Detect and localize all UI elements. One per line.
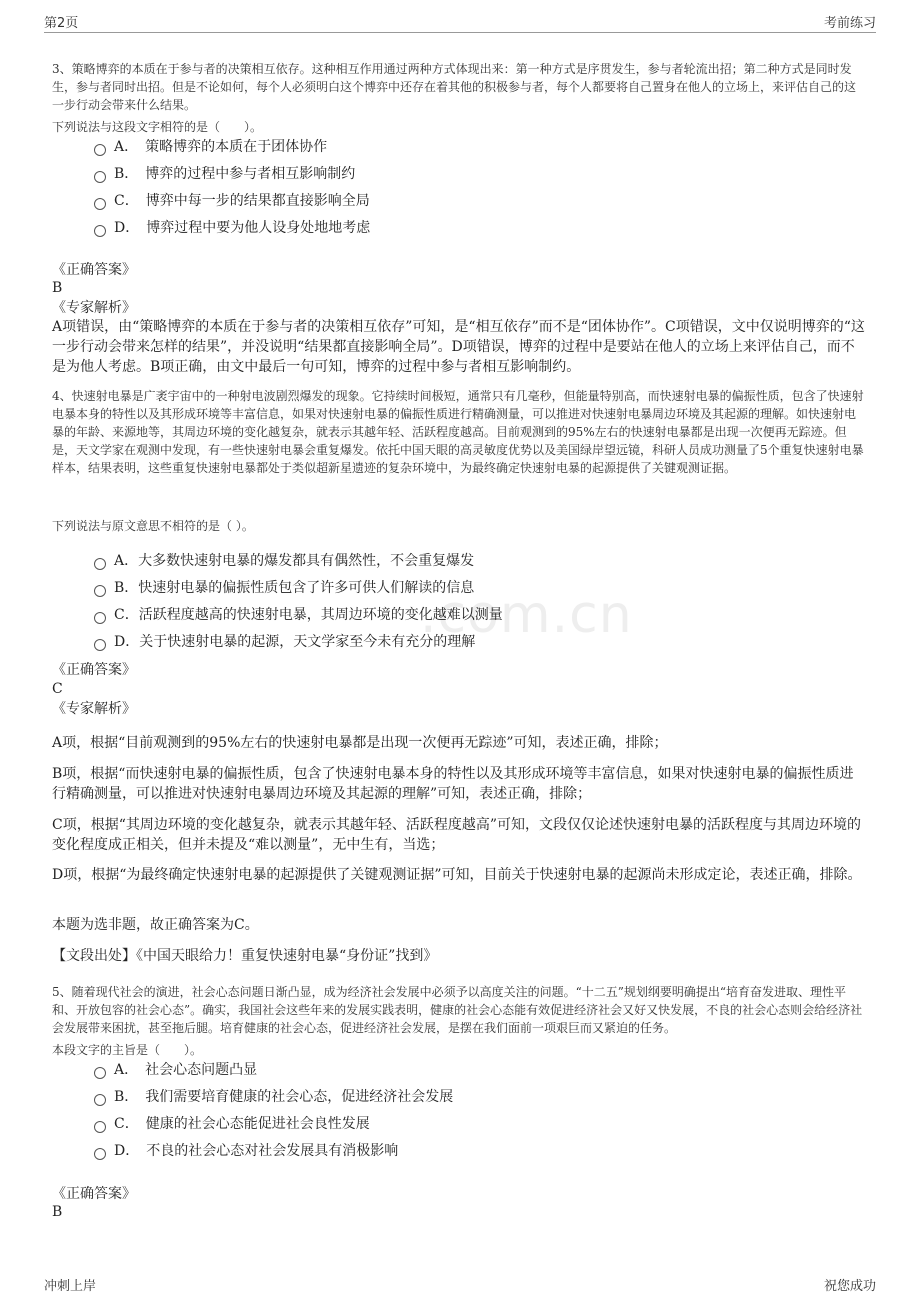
question-5-stem: 5、随着现代社会的演进，社会心态问题日渐凸显，成为经济社会发展中必须予以高度关注的问题。“十二五”规划纲要明确提出“培育奋发进取、理性平和、开放包容的社会心态”。确实，我国社会这些年来的发展实践表明，健康的社会心态能有效促进经济社会又好又快发展，不良的社会心态则会给经济社会发展带来困扰，甚至拖后腿。培育健康的社会心态，促进经济社会发展，是摆在我们面前一项艰巨而又紧迫的任务。 bbox=[52, 985, 863, 1035]
question-3-stem: 3、策略博弈的本质在于参与者的决策相互依存。这种相互作用通过两种方式体现出来：第一种方式是序贯发生，参与者轮流出招；第二种方式是同时发生，参与者同时出招。但是不论如何，每个人必须明白这个博弈中还存在着其他的积极参与者，每个人都要将自己置身在他人的立场上，来评估自己的这一步行动会带来什么结果。 bbox=[52, 62, 857, 112]
radio-icon[interactable] bbox=[94, 1094, 106, 1106]
q3-option-a[interactable]: A． 策略博弈的本质在于团体协作 bbox=[94, 137, 327, 157]
header-title: 考前练习 bbox=[823, 16, 876, 31]
radio-icon[interactable] bbox=[94, 558, 106, 570]
watermark: .com.cn bbox=[420, 585, 633, 645]
q4-answer: C bbox=[52, 681, 63, 697]
question-5-prompt: 本段文字的主旨是（ ）。 bbox=[52, 1043, 203, 1057]
q3-analysis-label: 《专家解析》 bbox=[52, 300, 136, 316]
question-4-stem: 4、快速射电暴是广袤宇宙中的一种射电波剧烈爆发的现象。它持续时间极短，通常只有几毫秒，但能量特别高，而快速射电暴的偏振性质，包含了快速射电暴本身的特性以及其形成环境等丰富信息，如果对快速射电暴的偏振性质进行精确测量，可以推进对快速射电暴周边环境及其起源的理解。如快速射电暴的年龄、来源地等，其周边环境的变化越复杂，就表示其越年轻、活跃程度越高。目前观测到的95%左右的快速射电暴都是出现一次便再无踪迹。但是，天文学家在观测中发现，有一些快速射电暴会重复爆发。依托中国天眼的高灵敏度优势以及美国绿岸望远镜，科研人员成功测量了5个重复快速射电暴样本，结果表明，这些重复快速射电暴都处于类似超新星遗迹的复杂环境中，为最终确定快速射电暴的起源提供了关键观测证据。 bbox=[52, 389, 864, 475]
q5-option-b[interactable]: B． 我们需要培育健康的社会心态，促进经济社会发展 bbox=[94, 1087, 453, 1107]
radio-icon[interactable] bbox=[94, 144, 106, 156]
footer-left: 冲刺上岸 bbox=[44, 1279, 97, 1294]
q4-answer-label: 《正确答案》 bbox=[52, 662, 136, 678]
question-3-prompt: 下列说法与这段文字相符的是（ ）。 bbox=[52, 120, 263, 134]
q3-answer: B bbox=[52, 280, 63, 296]
q4-analysis-b: B项，根据“而快速射电暴的偏振性质，包含了快速射电暴本身的特性以及其形成环境等丰富信息，如果对快速射电暴的偏振性质进行精确测量，可以推进对快速射电暴周边环境及其起源的理解”可知，表述正确，排除； bbox=[52, 766, 854, 802]
q4-option-c[interactable]: C．活跃程度越高的快速射电暴，其周边环境的变化越难以测量 bbox=[94, 605, 503, 625]
radio-icon[interactable] bbox=[94, 612, 106, 624]
q4-analysis-d: D项，根据“为最终确定快速射电暴的起源提供了关键观测证据”可知，目前关于快速射电暴的起源尚未形成定论，表述正确，排除。 bbox=[52, 867, 862, 883]
radio-icon[interactable] bbox=[94, 1121, 106, 1133]
q5-option-c[interactable]: C． 健康的社会心态能促进社会良性发展 bbox=[94, 1114, 370, 1134]
q4-option-b[interactable]: B．快速射电暴的偏振性质包含了许多可供人们解读的信息 bbox=[94, 578, 474, 598]
q4-source: 【文段出处】《中国天眼给力！重复快速射电暴“身份证”找到》 bbox=[52, 948, 438, 964]
radio-icon[interactable] bbox=[94, 585, 106, 597]
q4-conclusion: 本题为选非题，故正确答案为C。 bbox=[52, 917, 259, 933]
radio-icon[interactable] bbox=[94, 171, 106, 183]
q4-option-d[interactable]: D．关于快速射电暴的起源，天文学家至今未有充分的理解 bbox=[94, 632, 475, 652]
q3-analysis: A项错误，由“策略博弈的本质在于参与者的决策相互依存”可知，是“相互依存”而不是“团体协作”。C项错误，文中仅说明博弈的“这一步行动会带来怎样的结果”，并没说明“结果都直接影响全局”。D项错误，博弈的过程中是要站在他人的立场上来评估自己，而不是为他人考虑。B项正确，由文中最后一句可知，博弈的过程中参与者相互影响制约。 bbox=[52, 319, 865, 375]
radio-icon[interactable] bbox=[94, 198, 106, 210]
q3-answer-label: 《正确答案》 bbox=[52, 262, 136, 278]
q4-analysis-c: C项，根据“其周边环境的变化越复杂，就表示其越年轻、活跃程度越高”可知，文段仅仅论述快速射电暴的活跃程度与其周边环境的变化程度成正相关，但并未提及“难以测量”，无中生有，当选； bbox=[52, 817, 862, 853]
question-4-prompt: 下列说法与原文意思不相符的是（ ）。 bbox=[52, 519, 254, 533]
radio-icon[interactable] bbox=[94, 1148, 106, 1160]
q4-option-a[interactable]: A．大多数快速射电暴的爆发都具有偶然性，不会重复爆发 bbox=[94, 551, 474, 571]
footer-right: 祝您成功 bbox=[823, 1279, 876, 1294]
q4-analysis-a: A项，根据“目前观测到的95%左右的快速射电暴都是出现一次便再无踪迹”可知，表述正确，排除； bbox=[52, 735, 668, 751]
page-header bbox=[44, 12, 876, 33]
q3-option-c[interactable]: C． 博弈中每一步的结果都直接影响全局 bbox=[94, 191, 370, 211]
q5-option-a[interactable]: A． 社会心态问题凸显 bbox=[94, 1060, 257, 1080]
radio-icon[interactable] bbox=[94, 639, 106, 651]
q3-option-b[interactable]: B． 博弈的过程中参与者相互影响制约 bbox=[94, 164, 355, 184]
radio-icon[interactable] bbox=[94, 1067, 106, 1079]
page-number: 第2页 bbox=[44, 16, 79, 31]
radio-icon[interactable] bbox=[94, 225, 106, 237]
q4-analysis-label: 《专家解析》 bbox=[52, 701, 136, 717]
q5-answer-label: 《正确答案》 bbox=[52, 1186, 136, 1202]
q3-option-d[interactable]: D． 博弈过程中要为他人设身处地地考虑 bbox=[94, 218, 370, 238]
q5-answer: B bbox=[52, 1204, 63, 1220]
q5-option-d[interactable]: D． 不良的社会心态对社会发展具有消极影响 bbox=[94, 1141, 398, 1161]
